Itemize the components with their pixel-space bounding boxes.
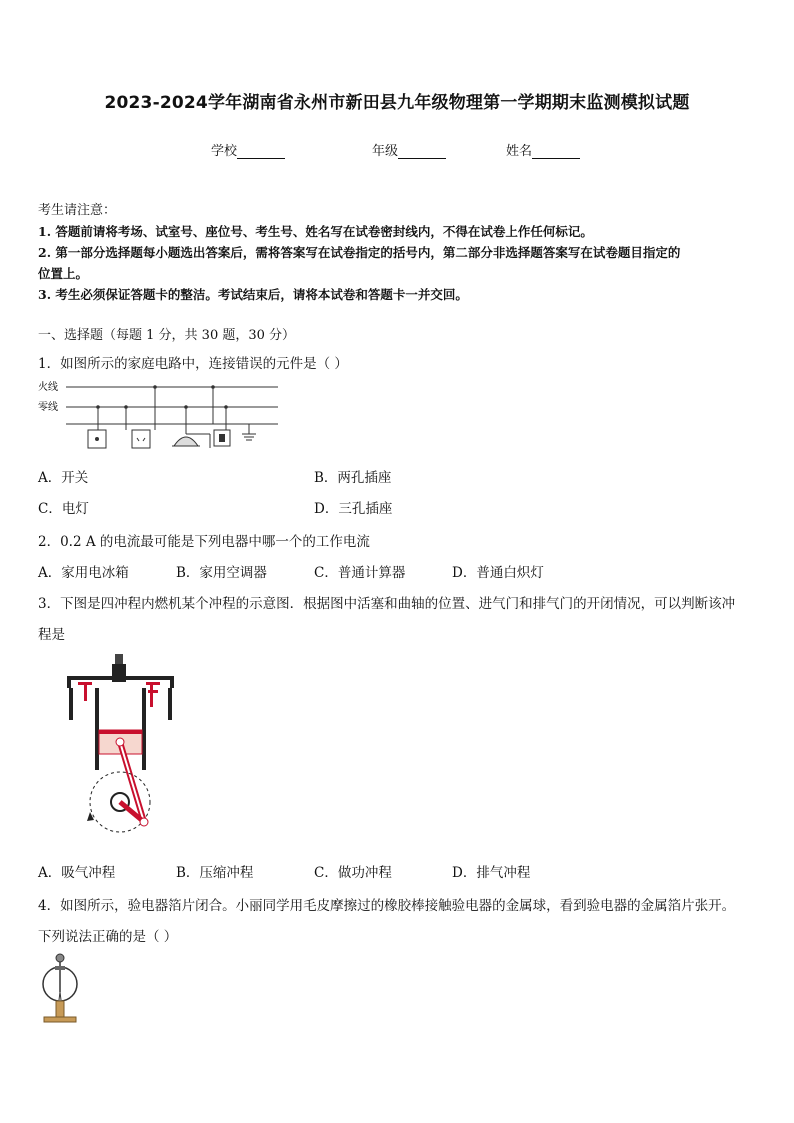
school-label: 学校: [211, 144, 238, 159]
q2-stem: 2．0.2 A 的电流最可能是下列电器中哪一个的工作电流: [38, 534, 370, 550]
page-title: 2023-2024学年湖南省永州市新田县九年级物理第一学期期末监测模拟试题: [104, 93, 690, 113]
grade-field[interactable]: [372, 140, 446, 159]
exhaust-valve-icon: [146, 682, 160, 707]
q1-option-b[interactable]: B．两孔插座: [314, 470, 392, 486]
notice-item-2: 2. 第一部分选择题每小题选出答案后，需将答案写在试卷指定的括号内，第二部分非选择题答案写在试卷题目指定的: [38, 245, 681, 260]
q3-engine-figure: [64, 650, 194, 840]
intake-valve-icon: [78, 682, 92, 701]
q3-option-a[interactable]: A．吸气冲程: [38, 865, 116, 881]
metal-ball-icon: [56, 954, 64, 962]
q1-stem: 1．如图所示的家庭电路中，连接错误的元件是（ ）: [38, 356, 348, 372]
q2-option-d[interactable]: D．普通白炽灯: [452, 565, 544, 581]
two-hole-socket: [124, 385, 157, 448]
q4-electroscope-figure: [38, 952, 88, 1032]
notice-item-1: 1. 答题前请将考场、试室号、座位号、考生号、姓名写在试卷密封线内，不得在试卷上作任何标记。: [38, 224, 593, 239]
name-label: 姓名: [506, 144, 533, 159]
ground-symbol: [242, 424, 256, 440]
switch-element: [88, 405, 106, 448]
q1-option-c[interactable]: C．电灯: [38, 501, 89, 517]
q3-stem-line2: 程是: [38, 627, 65, 643]
q4-stem-line1: 4．如图所示，验电器箔片闭合。小丽同学用毛皮摩擦过的橡胶棒接触验电器的金属球，看到验电器的金属箔片张开。: [38, 898, 736, 914]
q3-option-d[interactable]: D．排气冲程: [452, 865, 531, 881]
grade-label: 年级: [372, 144, 399, 159]
q3-stem-line1: 3．下图是四冲程内燃机某个冲程的示意图．根据图中活塞和曲轴的位置、进气门和排气门的开闭情况，可以判断该冲: [38, 596, 736, 612]
grade-blank[interactable]: [398, 144, 446, 159]
live-wire-label: 火线: [38, 382, 58, 393]
q3-option-b[interactable]: B．压缩冲程: [176, 865, 254, 881]
notice-item-2-cont: 位置上。: [38, 266, 89, 281]
three-hole-socket: [211, 385, 230, 446]
neutral-wire-label: 零线: [38, 402, 58, 413]
q1-option-d[interactable]: D．三孔插座: [314, 501, 393, 517]
school-blank[interactable]: [237, 144, 285, 159]
q4-stem-line2: 下列说法正确的是（ ）: [38, 929, 178, 945]
section-heading: 一、选择题（每题 1 分，共 30 题，30 分）: [38, 328, 296, 343]
q3-option-c[interactable]: C．做功冲程: [314, 865, 392, 881]
q1-option-a[interactable]: A．开关: [38, 470, 89, 486]
q2-option-a[interactable]: A．家用电冰箱: [38, 565, 129, 581]
electroscope-base: [44, 1017, 76, 1022]
notice-item-3: 3. 考生必须保证答题卡的整洁。考试结束后，请将本试卷和答题卡一并交回。: [38, 287, 468, 302]
q2-option-b[interactable]: B．家用空调器: [176, 565, 267, 581]
q2-option-c[interactable]: C．普通计算器: [314, 565, 406, 581]
name-blank[interactable]: [532, 144, 580, 159]
lamp-element: [172, 405, 210, 448]
school-field[interactable]: [211, 140, 285, 159]
notice-heading: 考生请注意：: [38, 203, 117, 218]
name-field[interactable]: [506, 140, 580, 159]
q1-circuit-figure: [38, 378, 278, 458]
